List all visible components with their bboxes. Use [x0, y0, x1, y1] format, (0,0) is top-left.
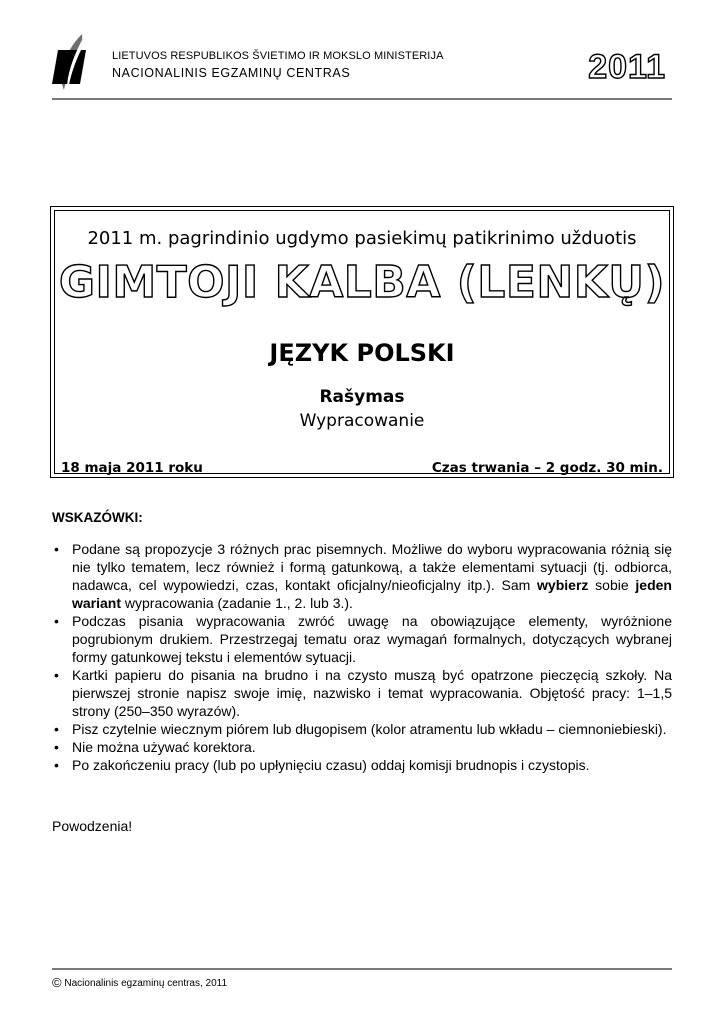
exam-intro: 2011 m. pagrindinio ugdymo pasiekimų patikrinimo užduotis — [87, 228, 637, 249]
footer-divider — [52, 968, 672, 970]
center-name: NACIONALINIS EGZAMINŲ CENTRAS — [112, 66, 351, 80]
instructions-heading: WSKAZÓWKI: — [52, 510, 143, 525]
instruction-emphasis: wybierz — [537, 577, 589, 593]
list-item — [52, 540, 672, 612]
subject-title-pl: JĘZYK POLSKI — [269, 339, 455, 367]
instruction-text: wypracowania (zadanie 1., 2. lub 3.). — [121, 595, 353, 611]
exam-type: Wypracowanie — [299, 411, 425, 431]
header-divider — [52, 98, 672, 100]
subject-title-lt: GIMTOJI KALBA (LENKŲ) — [58, 257, 666, 308]
instruction-emphasis: jeden wariant — [72, 577, 672, 611]
footer-text: Nacionalinis egzaminų centras, 2011 — [61, 978, 228, 989]
list-item: • Kartki papieru do pisania na brudno i na czysto muszą być opatrzone pieczęcią szkoły. Na pierwszej stronie napisz swoje imię, nazwisko i temat wypracowania. Objętość pracy: 1–1,5 strony (250–350 wyrazów). — [52, 666, 672, 720]
title-box — [50, 206, 674, 478]
list-item: • Podczas pisania wypracowania zwróć uwagę na obowiązujące elementy, wyróżnione pogrubionym drukiem. Przestrzegaj tematu oraz wymagań formalnych, dotyczących wybranej formy gatunkowej tekstu i elementów sytuacji. — [52, 612, 672, 666]
footer — [52, 975, 227, 990]
instructions-list — [52, 540, 672, 774]
list-item: • Po zakończeniu pracy (lub po upłynięciu czasu) oddaj komisji brudnopis i czystopis. — [52, 756, 672, 774]
copyright-icon: © — [52, 975, 62, 990]
header-year: 2011 — [588, 48, 666, 86]
exam-part: Rašymas — [319, 387, 405, 407]
title-box-inner — [54, 210, 670, 474]
instruction-text: Podane są propozycje 3 różnych prac pisemnych. Możliwe do wyboru wypracowania różnią się nie tylko tematem, lecz również i formą gatunkową, a także elementami sytuacji (tj. odbiorca, nadawca, cel wypowiedzi, czas, kontakt oficjalny/nieoficjalny itp.). Sam — [72, 541, 672, 593]
list-item: • Nie można używać korektora. — [52, 738, 672, 756]
exam-date: 18 maja 2011 roku — [61, 460, 203, 476]
instruction-text: sobie — [588, 577, 636, 593]
list-item: • Pisz czytelnie wiecznym piórem lub długopisem (kolor atramentu lub wkładu – ciemnoniebieski). — [52, 720, 672, 738]
nec-logo-icon — [52, 32, 100, 90]
closing-text: Powodzenia! — [52, 818, 133, 834]
ministry-name: LIETUVOS RESPUBLIKOS ŠVIETIMO IR MOKSLO MINISTERIJA — [112, 50, 444, 62]
exam-duration: Czas trwania – 2 godz. 30 min. — [431, 460, 663, 476]
